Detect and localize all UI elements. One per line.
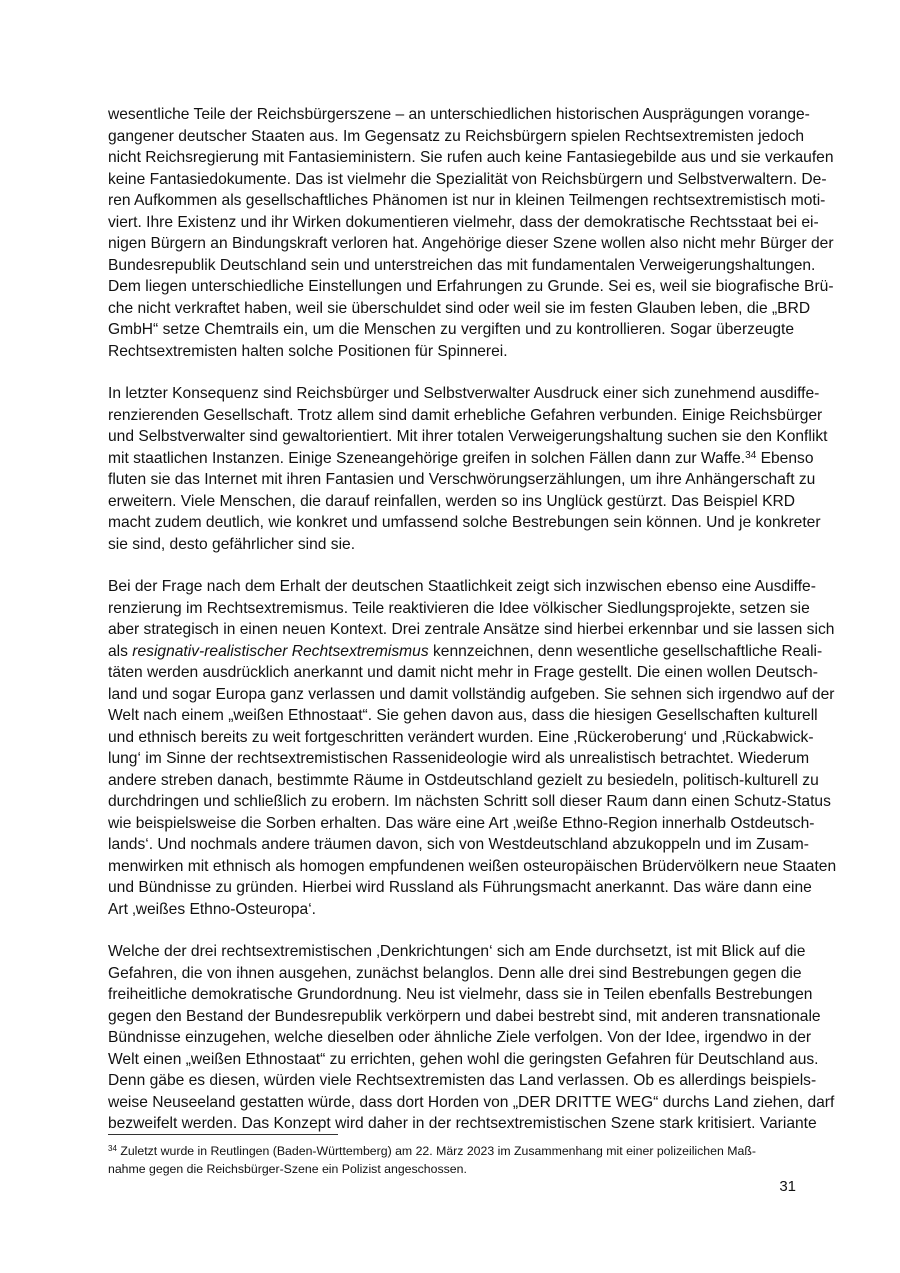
body-text bbox=[108, 104, 837, 1156]
footnote-text: Zuletzt wurde in Reutlingen (Baden-Württemberg) am 22. März 2023 im Zusammenhang mit einer polizeilichen Maß- bbox=[116, 1144, 756, 1158]
footnote-line: nahme gegen die Reichsbürger-Szene ein Polizist angeschossen. bbox=[108, 1162, 467, 1176]
text-line: In letzter Konsequenz sind Reichsbürger und Selbstverwalter Ausdruck einer sich zunehmend ausdiffe- bbox=[108, 385, 820, 402]
text-line: wie beispielsweise die Sorben erhalten. Das wäre eine Art ‚weiße Ethno-Region innerhalb Ostdeutsch- bbox=[108, 814, 815, 832]
text-line: täten werden ausdrücklich anerkannt und damit nicht mehr in Frage gestellt. Die einen wollen Deutsch- bbox=[108, 664, 818, 681]
text-line: erweitern. Viele Menschen, die darauf reinfallen, werden so ins Unglück gestürzt. Das Beispiel KRD bbox=[108, 492, 796, 510]
footnote bbox=[108, 1142, 768, 1178]
text-line: renzierung im Rechtsextremismus. Teile reaktivieren die Idee völkischer Siedlungsprojekte, setzen sie bbox=[108, 599, 810, 617]
text-line: keine Fantasiedokumente. Das ist vielmehr die Spezialität von Reichsbürgern und Selbstverwaltern. De- bbox=[108, 170, 827, 188]
text-line: freiheitliche demokratische Grundordnung. Neu ist vielmehr, dass sie in Teilen ebenfalls Bestrebungen bbox=[108, 986, 813, 1003]
text-line: Welt nach einem „weißen Ethnostaat“. Sie gehen davon aus, dass die hiesigen Gesellschaften kulturell bbox=[108, 707, 818, 724]
text-line: sie sind, desto gefährlicher sind sie. bbox=[108, 535, 356, 553]
text-run: mit staatlichen Instanzen. Einige Szeneangehörige greifen in solchen Fällen dann zur Waffe. bbox=[108, 449, 746, 467]
footnote-reference[interactable]: 34 bbox=[745, 449, 757, 461]
text-line: durchdringen und schließlich zu erobern. Im nächsten Schritt soll dieser Raum dann einen Schutz-Status bbox=[108, 793, 831, 810]
text-line: lands‘. Und nochmals andere träumen davon, sich von Westdeutschland abzukoppeln und im Zusam- bbox=[108, 836, 809, 853]
footnote-line bbox=[108, 1142, 768, 1160]
text-line: menwirken mit ethnisch als homogen empfundenen weißen osteuropäischen Brüdervölkern neue Staaten bbox=[108, 857, 837, 875]
text-line: Welt einen „weißen Ethnostaat“ zu errichten, gehen wohl die geringsten Gefahren für Deutschland aus. bbox=[108, 1050, 819, 1068]
text-line: Welche der drei rechtsextremistischen ‚Denkrichtungen‘ sich am Ende durchsetzt, ist mit Blick auf die bbox=[108, 943, 806, 960]
text-line: wesentliche Teile der Reichsbürgerszene – an unterschiedlichen historischen Ausprägungen vorange- bbox=[108, 106, 810, 123]
text-line: bezweifelt werden. Das Konzept wird daher in der rechtsextremistischen Szene stark kritisiert. Variante bbox=[108, 1115, 817, 1132]
text-line: viert. Ihre Existenz und ihr Wirken dokumentieren vielmehr, dass der demokratische Rechtsstaat bei ei- bbox=[108, 213, 819, 231]
paragraph-3 bbox=[108, 576, 837, 920]
footnote-separator bbox=[108, 1134, 338, 1135]
text-line: aber strategisch in einen neuen Kontext. Drei zentrale Ansätze sind hierbei erkennbar und sie lassen sich bbox=[108, 621, 835, 638]
paragraph-1 bbox=[108, 104, 834, 362]
text-line: nicht Reichsregierung mit Fantasieministern. Sie rufen auch keine Fantasiegebilde aus und sie verkaufen bbox=[108, 149, 834, 166]
text-line: Art ‚weißes Ethno-Osteuropa‘. bbox=[108, 900, 317, 918]
text-line: Gefahren, die von ihnen ausgehen, zunächst belanglos. Denn alle drei sind Bestrebungen gegen die bbox=[108, 964, 802, 982]
text-line: und ethnisch bereits zu weit fortgeschritten verändert wurden. Eine ‚Rückeroberung‘ und ‚Rückabwick- bbox=[108, 728, 814, 746]
paragraph-4 bbox=[108, 941, 835, 1135]
text-line: renzierenden Gesellschaft. Trotz allem sind damit erhebliche Gefahren verbunden. Einige Reichsbürger bbox=[108, 406, 823, 424]
text-line: und Bündnisse zu gründen. Hierbei wird Russland als Führungsmacht anerkannt. Das wäre dann eine bbox=[108, 879, 812, 896]
text-line: GmbH“ setze Chemtrails ein, um die Menschen zu vergiften und zu kontrollieren. Sogar überzeugte bbox=[108, 321, 794, 338]
text-line: nigen Bürgern an Bindungskraft verloren hat. Angehörige dieser Szene wollen also nicht mehr Bürger der bbox=[108, 235, 834, 252]
text-line: ren Aufkommen als gesellschaftliches Phänomen ist nur in kleinen Teilmengen rechtsextremistisch moti- bbox=[108, 192, 826, 209]
footnote-number: 34 bbox=[108, 1144, 117, 1153]
text-line: lung‘ im Sinne der rechtsextremistischen Rassenideologie wird als unrealistisch betrachtet. Wiederum bbox=[108, 750, 810, 767]
text-line-with-italic-term bbox=[108, 641, 823, 663]
text-line: andere streben danach, bestimmte Räume in Ostdeutschland gezielt zu besiedeln, politisch-kulturell zu bbox=[108, 771, 819, 789]
page-number: 31 bbox=[779, 1178, 796, 1195]
text-run: als bbox=[108, 642, 133, 660]
text-line: che nicht verkraftet haben, weil sie überschuldet sind oder weil sie im festen Glauben leben, die „BRD bbox=[108, 299, 811, 317]
text-line: Denn gäbe es diesen, würden viele Rechtsextremisten das Land verlassen. Ob es allerdings beispiels- bbox=[108, 1072, 817, 1089]
text-line: Bundesrepublik Deutschland sein und unterstreichen das mit fundamentalen Verweigerungshaltungen. bbox=[108, 256, 816, 274]
text-line-with-footnote bbox=[108, 448, 814, 470]
text-line: Bündnisse einzugehen, welche dieselben oder ähnliche Ziele verfolgen. Von der Idee, irgendwo in der bbox=[108, 1029, 812, 1046]
text-line: Bei der Frage nach dem Erhalt der deutschen Staatlichkeit zeigt sich inzwischen ebenso eine Ausdiffe- bbox=[108, 578, 816, 595]
italic-term: resignativ-realistischer Rechtsextremismus bbox=[132, 642, 429, 660]
text-line: Rechtsextremisten halten solche Positionen für Spinnerei. bbox=[108, 342, 508, 360]
text-line: und Selbstverwalter sind gewaltorientiert. Mit ihrer totalen Verweigerungshaltung suchen sie den Konflikt bbox=[108, 428, 828, 445]
text-line: macht zudem deutlich, wie konkret und umfassend solche Bestrebungen sein können. Und je konkreter bbox=[108, 514, 821, 531]
text-line: gegen den Bestand der Bundesrepublik verkörpern und dabei bestrebt sind, mit anderen transnationale bbox=[108, 1007, 821, 1025]
text-line: fluten sie das Internet mit ihren Fantasien und Verschwörungserzählungen, um ihre Anhängerschaft zu bbox=[108, 471, 816, 488]
paragraph-2 bbox=[108, 383, 828, 555]
text-line: land und sogar Europa ganz verlassen und damit vollständig aufgeben. Sie sehnen sich irgendwo auf der bbox=[108, 685, 835, 703]
text-line: weise Neuseeland gestatten würde, dass dort Horden von „DER DRITTE WEG“ durchs Land ziehen, darf bbox=[108, 1093, 835, 1111]
text-line: Dem liegen unterschiedliche Einstellungen und Erfahrungen zu Grunde. Sei es, weil sie biografische Brü- bbox=[108, 278, 834, 295]
text-run: Ebenso bbox=[756, 449, 814, 467]
text-run: kennzeichnen, denn wesentliche gesellschaftliche Reali- bbox=[428, 642, 823, 660]
text-line: gangener deutscher Staaten aus. Im Gegensatz zu Reichsbürgern spielen Rechtsextremisten jedoch bbox=[108, 127, 805, 145]
